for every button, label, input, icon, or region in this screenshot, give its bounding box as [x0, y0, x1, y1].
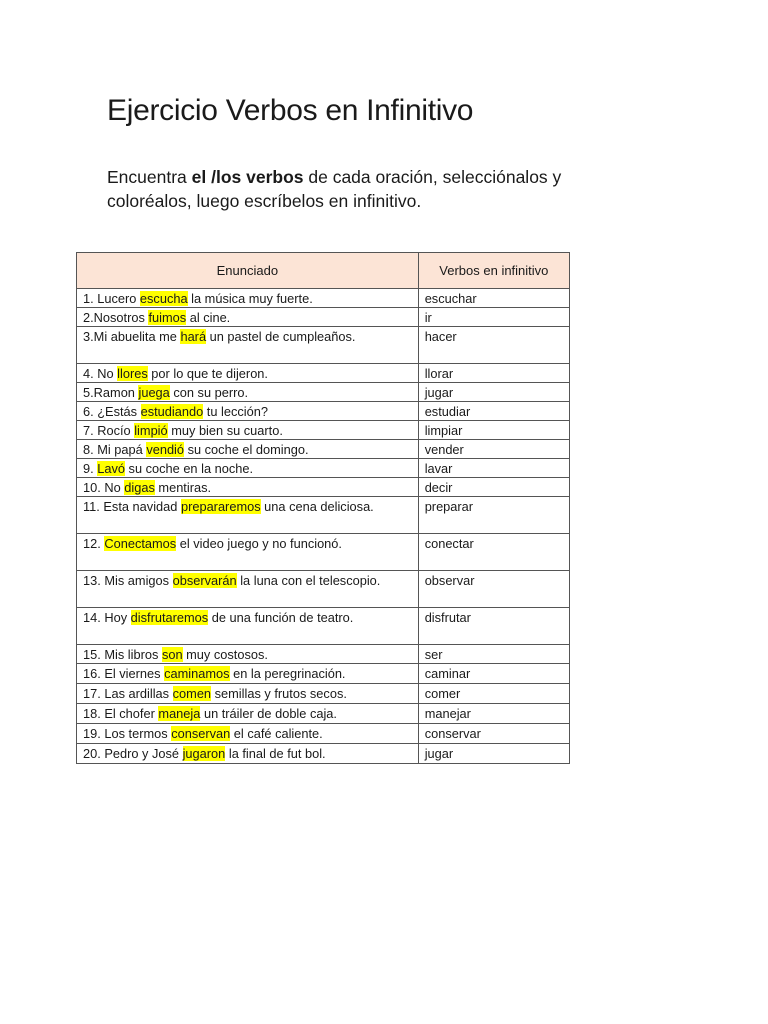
sentence-text-after: la luna con el telescopio.	[236, 573, 381, 588]
table-row	[77, 645, 570, 664]
highlighted-verb: estudiando	[140, 404, 204, 419]
sentence-cell	[77, 440, 419, 459]
infinitive-cell: ser	[418, 645, 569, 664]
sentence-text-after: su coche el domingo.	[184, 442, 309, 457]
infinitive-cell: llorar	[418, 364, 569, 383]
table-row	[77, 724, 570, 744]
sentence-text-after: tu lección?	[203, 404, 268, 419]
table-row	[77, 308, 570, 327]
table-row	[77, 364, 570, 383]
instructions-bold-text: el /los verbos	[191, 167, 304, 187]
sentence-text-before: 5.Ramon	[83, 385, 139, 400]
table-header-row	[77, 253, 570, 289]
infinitive-cell: caminar	[418, 664, 569, 684]
header-enunciado: Enunciado	[77, 253, 419, 289]
infinitive-cell: conectar	[418, 534, 569, 571]
sentence-cell	[77, 744, 419, 764]
sentence-text-before: 16. El viernes	[83, 666, 165, 681]
infinitive-cell: vender	[418, 440, 569, 459]
table-row	[77, 289, 570, 308]
infinitive-cell: escuchar	[418, 289, 569, 308]
instructions-text-after: de cada oración, selecciónalos y coloréalos, luego escríbelos en infinitivo.	[107, 167, 562, 211]
sentence-cell	[77, 459, 419, 478]
table-row	[77, 497, 570, 534]
sentence-cell	[77, 645, 419, 664]
sentence-cell	[77, 534, 419, 571]
sentence-text-after: un pastel de cumpleaños.	[206, 329, 356, 344]
sentence-text-after: una cena deliciosa.	[260, 499, 374, 514]
sentence-cell	[77, 497, 419, 534]
highlighted-verb: maneja	[158, 706, 201, 721]
sentence-text-after: semillas y frutos secos.	[211, 686, 347, 701]
infinitive-cell: decir	[418, 478, 569, 497]
highlighted-verb: digas	[124, 480, 155, 495]
sentence-text-after: un tráiler de doble caja.	[200, 706, 337, 721]
sentence-cell	[77, 327, 419, 364]
highlighted-verb: Lavó	[97, 461, 125, 476]
sentence-text-after: el café caliente.	[230, 726, 323, 741]
highlighted-verb: limpió	[134, 423, 168, 438]
sentence-text-before: 14. Hoy	[83, 610, 131, 625]
sentence-text-before: 11. Esta navidad	[83, 499, 181, 514]
sentence-cell	[77, 478, 419, 497]
sentence-cell	[77, 608, 419, 645]
sentence-cell	[77, 724, 419, 744]
sentence-cell	[77, 571, 419, 608]
highlighted-verb: observarán	[172, 573, 237, 588]
infinitive-cell: jugar	[418, 744, 569, 764]
table-row	[77, 744, 570, 764]
table-row	[77, 704, 570, 724]
verbs-table	[76, 252, 570, 764]
sentence-text-after: la final de fut bol.	[225, 746, 326, 761]
highlighted-verb: comen	[172, 686, 212, 701]
highlighted-verb: conservan	[171, 726, 231, 741]
table-row	[77, 684, 570, 704]
sentence-text-after: con su perro.	[169, 385, 249, 400]
sentence-cell	[77, 664, 419, 684]
highlighted-verb: caminamos	[164, 666, 230, 681]
table-body	[77, 289, 570, 764]
sentence-cell	[77, 684, 419, 704]
sentence-cell	[77, 383, 419, 402]
sentence-cell	[77, 364, 419, 383]
infinitive-cell: jugar	[418, 383, 569, 402]
sentence-text-after: muy bien su cuarto.	[167, 423, 283, 438]
sentence-text-before: 7. Rocío	[83, 423, 135, 438]
sentence-text-before: 4. No	[83, 366, 118, 381]
sentence-text-before: 8. Mi papá	[83, 442, 147, 457]
highlighted-verb: llores	[117, 366, 148, 381]
sentence-text-before: 3.Mi abuelita me	[83, 329, 181, 344]
sentence-text-before: 20. Pedro y José	[83, 746, 183, 761]
header-verbos-infinitivo: Verbos en infinitivo	[418, 253, 569, 289]
sentence-text-before: 12.	[83, 536, 105, 551]
table-row	[77, 327, 570, 364]
highlighted-verb: fuimos	[148, 310, 187, 325]
infinitive-cell: limpiar	[418, 421, 569, 440]
table-row	[77, 534, 570, 571]
infinitive-cell: manejar	[418, 704, 569, 724]
infinitive-cell: comer	[418, 684, 569, 704]
infinitive-cell: conservar	[418, 724, 569, 744]
infinitive-cell: disfrutar	[418, 608, 569, 645]
sentence-text-after: de una función de teatro.	[208, 610, 354, 625]
table-row	[77, 440, 570, 459]
sentence-cell	[77, 289, 419, 308]
table-row	[77, 459, 570, 478]
sentence-text-before: 13. Mis amigos	[83, 573, 173, 588]
highlighted-verb: prepararemos	[180, 499, 261, 514]
sentence-cell	[77, 704, 419, 724]
highlighted-verb: hará	[180, 329, 207, 344]
sentence-cell	[77, 402, 419, 421]
infinitive-cell: hacer	[418, 327, 569, 364]
highlighted-verb: escucha	[139, 291, 188, 306]
highlighted-verb: son	[161, 647, 183, 662]
sentence-text-after: el video juego y no funcionó.	[176, 536, 342, 551]
sentence-text-before: 1. Lucero	[83, 291, 140, 306]
sentence-text-before: 2.Nosotros	[83, 310, 149, 325]
sentence-cell	[77, 308, 419, 327]
infinitive-cell: estudiar	[418, 402, 569, 421]
highlighted-verb: vendió	[146, 442, 185, 457]
table-row	[77, 571, 570, 608]
highlighted-verb: disfrutaremos	[130, 610, 209, 625]
table-row	[77, 664, 570, 684]
infinitive-cell: ir	[418, 308, 569, 327]
sentence-text-after: en la peregrinación.	[229, 666, 346, 681]
table-row	[77, 402, 570, 421]
sentence-text-before: 6. ¿Estás	[83, 404, 141, 419]
infinitive-cell: lavar	[418, 459, 569, 478]
sentence-text-before: 15. Mis libros	[83, 647, 162, 662]
sentence-text-after: su coche en la noche.	[124, 461, 254, 476]
sentence-text-after: por lo que te dijeron.	[147, 366, 268, 381]
instructions-text-before: Encuentra	[107, 167, 192, 187]
highlighted-verb: juega	[138, 385, 170, 400]
sentence-text-after: al cine.	[186, 310, 231, 325]
table-row	[77, 608, 570, 645]
infinitive-cell: preparar	[418, 497, 569, 534]
infinitive-cell: observar	[418, 571, 569, 608]
sentence-text-before: 9.	[83, 461, 98, 476]
sentence-text-after: la música muy fuerte.	[187, 291, 313, 306]
highlighted-verb: jugaron	[182, 746, 226, 761]
sentence-text-after: mentiras.	[154, 480, 212, 495]
sentence-text-after: muy costosos.	[182, 647, 268, 662]
table-row	[77, 478, 570, 497]
sentence-text-before: 10. No	[83, 480, 125, 495]
sentence-text-before: 19. Los termos	[83, 726, 172, 741]
highlighted-verb: Conectamos	[104, 536, 177, 551]
table-row	[77, 421, 570, 440]
instructions	[107, 165, 647, 213]
sentence-text-before: 17. Las ardillas	[83, 686, 173, 701]
table-row	[77, 383, 570, 402]
sentence-text-before: 18. El chofer	[83, 706, 159, 721]
sentence-cell	[77, 421, 419, 440]
page-title: Ejercicio Verbos en Infinitivo	[107, 94, 474, 127]
